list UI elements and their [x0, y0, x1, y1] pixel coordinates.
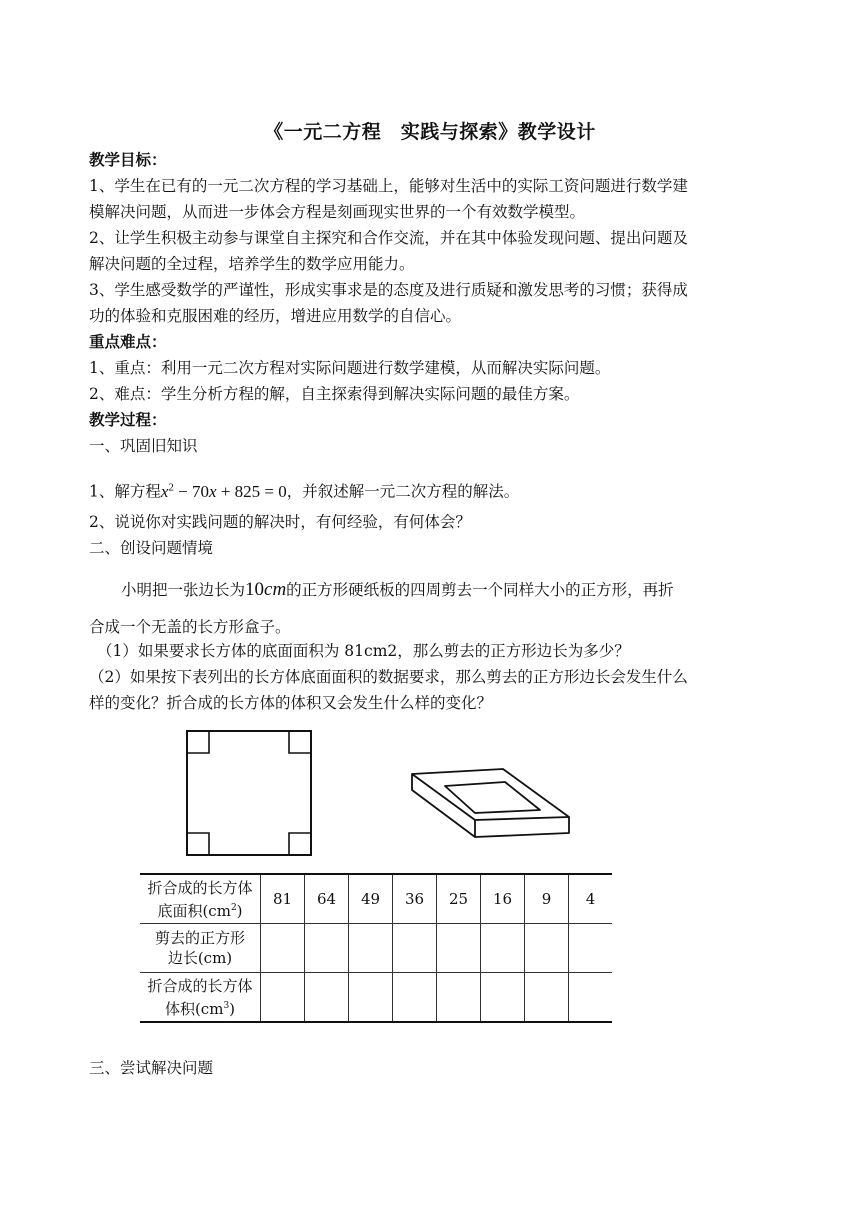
problem-1: （1）如果要求长方体的底面面积为 81cm2，那么剪去的正方形边长为多少？ [97, 642, 630, 660]
square-sheet-figure [180, 724, 320, 862]
table-cell: 36 [393, 874, 437, 924]
row-header-side-length: 剪去的正方形 边长(cm) [140, 924, 261, 973]
document-title: 《一元二方程 实践与探索》教学设计 [264, 121, 596, 143]
row-header-base-area: 折合成的长方体 底面积$(cm^2)$ [140, 874, 261, 924]
objective-line: 1、学生在已有的一元二次方程的学习基础上，能够对生活中的实际工资问题进行数学建 [89, 177, 688, 195]
table-cell: 49 [349, 874, 393, 924]
problem-2: 样的变化？折合成的长方体的体积又会发生什么样的变化？ [89, 694, 493, 712]
question-1 [89, 474, 519, 505]
table-cell: 81 [261, 874, 305, 924]
key-point-line: 2、难点：学生分析方程的解，自主探索得到解决实际问题的最佳方案。 [89, 385, 580, 403]
table-cell [569, 924, 613, 973]
table-cell [569, 973, 613, 1023]
table-row [140, 973, 612, 1023]
objective-line: 功的体验和克服困难的经历，增进应用数学的自信心。 [89, 307, 462, 325]
objective-line: 2、让学生积极主动参与课堂自主探究和合作交流，并在其中体验发现问题、提出问题及 [89, 229, 688, 247]
problem-2: （2）如果按下表列出的长方体底面面积的数据要求，那么剪去的正方形边长会发生什么 [89, 668, 688, 686]
table-cell [481, 973, 525, 1023]
table-cell [481, 924, 525, 973]
question-2: 2、说说你对实践问题的解决时，有何经验，有何体会？ [89, 513, 471, 531]
table-cell: 25 [437, 874, 481, 924]
table-cell: 9 [525, 874, 569, 924]
question-1-suffix: ，并叙述解一元二次方程的解法。 [286, 482, 520, 501]
table-cell [305, 924, 349, 973]
table-cell [525, 973, 569, 1023]
table-cell [393, 973, 437, 1023]
equation: $x^2 - 70x + 825 = 0$ [160, 481, 287, 501]
table-cell: 64 [305, 874, 349, 924]
section-heading: 二、创设问题情境 [89, 539, 214, 557]
open-box-figure [405, 760, 585, 848]
table-cell [305, 973, 349, 1023]
objective-line: 3、学生感受数学的严谨性，形成实事求是的态度及进行质疑和激发思考的习惯；获得成 [89, 281, 688, 299]
table-row [140, 874, 612, 924]
table-cell [261, 924, 305, 973]
table-cell [349, 924, 393, 973]
scenario-line: 合成一个无盖的长方形盒子。 [89, 618, 291, 636]
table-cell [437, 973, 481, 1023]
table-row [140, 924, 612, 973]
section-heading: 一、巩固旧知识 [89, 437, 198, 455]
table-cell [349, 973, 393, 1023]
question-1-prefix: 1、解方程 [89, 482, 161, 501]
scenario-line: 小明把一张边长为10cm的正方形硬纸板的四周剪去一个同样大小的正方形，再折 [121, 579, 674, 600]
key-points-heading: 重点难点： [89, 332, 167, 351]
table-cell [525, 924, 569, 973]
table-cell: 4 [569, 874, 613, 924]
table-cell [437, 924, 481, 973]
objective-line: 解决问题的全过程，培养学生的数学应用能力。 [89, 255, 415, 273]
objective-line: 模解决问题，从而进一步体会方程是刻画现实世界的一个有效数学模型。 [89, 203, 586, 221]
process-heading: 教学过程： [89, 410, 167, 429]
objectives-heading: 教学目标： [89, 150, 167, 169]
table-cell [393, 924, 437, 973]
row-header-volume: 折合成的长方体 体积$(cm^3)$ [140, 973, 261, 1023]
data-table [140, 873, 612, 1023]
table-cell: 16 [481, 874, 525, 924]
table-cell [261, 973, 305, 1023]
key-point-line: 1、重点：利用一元二次方程对实际问题进行数学建模，从而解决实际问题。 [89, 359, 611, 377]
section-heading: 三、尝试解决问题 [89, 1059, 214, 1077]
